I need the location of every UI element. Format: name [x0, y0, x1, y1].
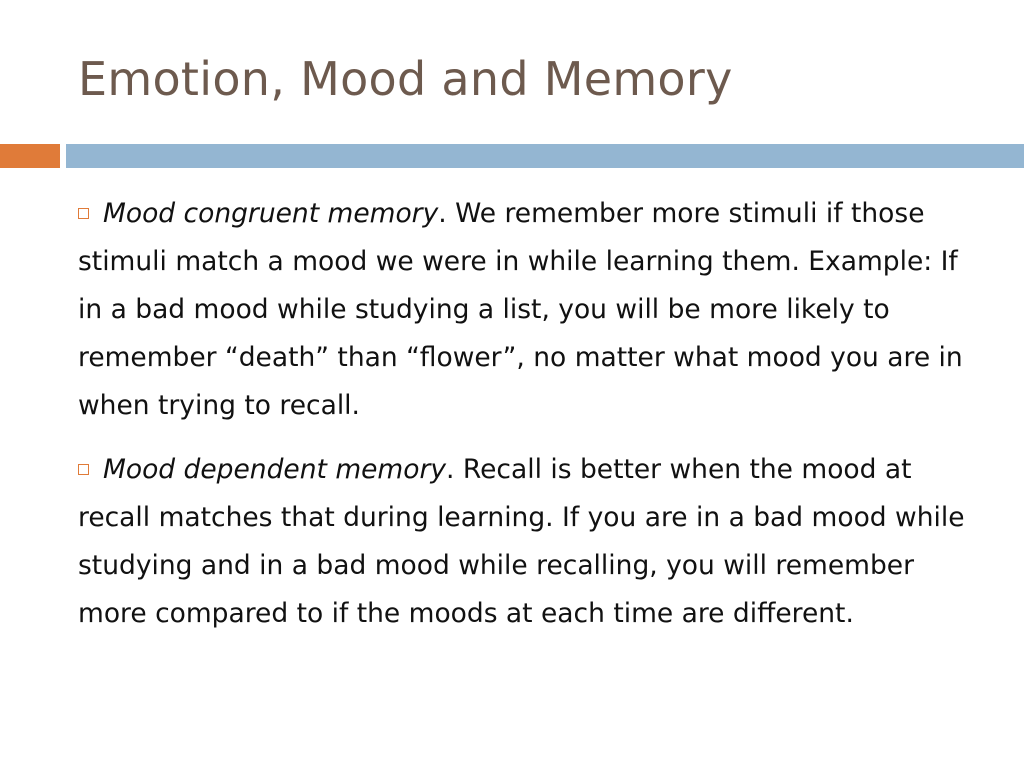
square-bullet-icon — [78, 208, 89, 219]
bullet-text: . Recall is better when the mood at recall matches that during learning. If you are in a bad mood while studying and in a bad mood while recalling, you will remember more compared to if the moods at each time are different. — [78, 454, 965, 629]
bullet-term: Mood dependent memory — [103, 454, 447, 485]
slide-title: Emotion, Mood and Memory — [78, 52, 733, 106]
square-bullet-icon — [78, 464, 89, 475]
bullet-term: Mood congruent memory — [103, 198, 439, 229]
bullet-text: . We remember more stimuli if those stimuli match a mood we were in while learning them. Example: If in a bad mood while studying a list, you will be more likely to remember “death” than “flower”, no matter what mood you are in when trying to recall. — [78, 198, 963, 421]
bullet-mood-dependent — [78, 446, 968, 638]
accent-bar-blue — [66, 144, 1024, 168]
slide-body — [78, 190, 968, 654]
bullet-mood-congruent — [78, 190, 968, 430]
accent-bar-orange — [0, 144, 60, 168]
